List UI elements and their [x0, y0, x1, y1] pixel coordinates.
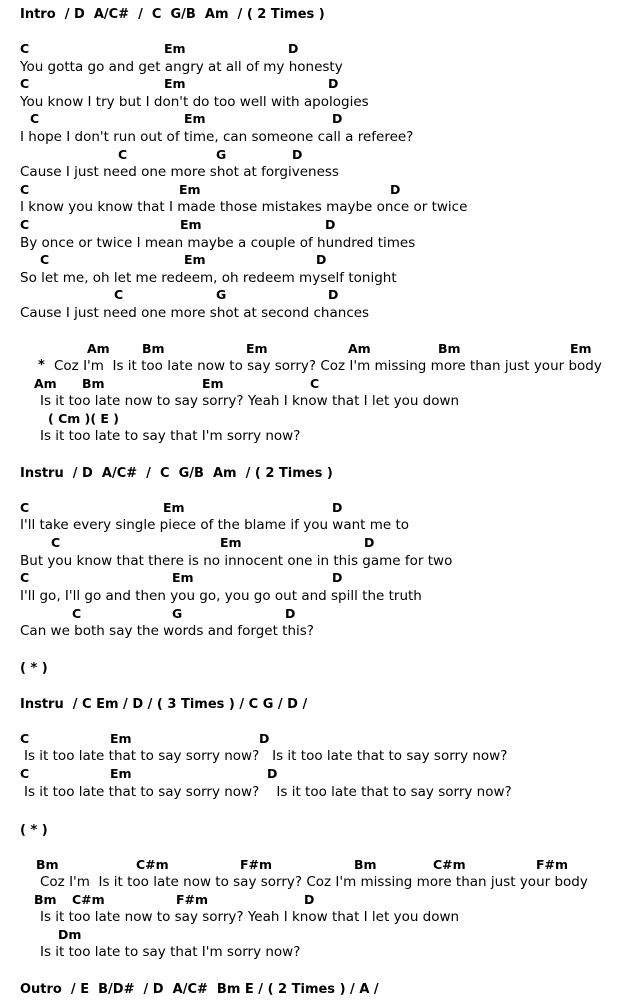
chord-line	[0, 534, 620, 552]
chord-c: C	[20, 731, 30, 746]
chord-g: G	[216, 147, 227, 162]
chord-d: D	[332, 111, 343, 126]
chord-d: D	[328, 287, 339, 302]
lyric-text: Is it too late now to say sorry? Yeah I know that I let you down	[40, 909, 460, 925]
chord-f-sharpm: F#m	[176, 892, 209, 907]
chord-c: C	[114, 287, 124, 302]
chord-bm: Bm	[142, 341, 165, 356]
chord-em: Em	[172, 570, 194, 585]
chord-d: D	[304, 892, 315, 907]
section-heading-text: Instru / C Em / D / ( 3 Times ) / C G / D /	[20, 697, 308, 712]
lyric-text: I'll go, I'll go and then you go, you go out and spill the truth	[20, 588, 422, 604]
chord-c: C	[40, 252, 50, 267]
chord-d: D	[292, 147, 303, 162]
chord-em: Em	[110, 731, 132, 746]
chord-d: D	[285, 606, 296, 621]
section-heading	[20, 694, 307, 712]
lyric-text: You gotta go and get angry at all of my honesty	[20, 59, 343, 75]
chord-line	[0, 40, 620, 58]
section-heading-text: Instru / D A/C# / C G/B Am / ( 2 Times )	[20, 466, 333, 481]
chord-line	[0, 286, 620, 304]
chord-bm: Bm	[34, 892, 57, 907]
chord-d: D	[325, 217, 336, 232]
chord-d: D	[316, 252, 327, 267]
chorus-marker: *	[38, 358, 45, 373]
chord-c-sharpm: C#m	[433, 857, 466, 872]
lyric-line	[0, 234, 620, 252]
chord-c: C	[20, 500, 30, 515]
chord-line	[0, 499, 620, 517]
chord-bm: Bm	[438, 341, 461, 356]
chord-c: C	[72, 606, 82, 621]
lyric-line	[0, 747, 620, 765]
lyric-text: Cause I just need one more shot at forgiveness	[20, 164, 339, 180]
chord-em: Em	[570, 341, 592, 356]
chord-cm-e: ( Cm )( E )	[48, 411, 119, 426]
section-heading-text: ( * )	[20, 661, 48, 676]
chord-c: C	[20, 217, 30, 232]
chord-em: Em	[184, 111, 206, 126]
chord-em: Em	[184, 252, 206, 267]
lyric-line	[0, 163, 620, 181]
chord-line	[0, 856, 620, 874]
chord-c: C	[118, 147, 128, 162]
section-heading	[20, 658, 48, 676]
chord-c: C	[20, 76, 30, 91]
lyric-text: You know I try but I don't do too well with apologies	[20, 94, 369, 110]
chord-d: D	[332, 570, 343, 585]
chord-line	[0, 146, 620, 164]
lyric-text: I'll take every single piece of the blame if you want me to	[20, 517, 410, 533]
chord-d: D	[364, 535, 375, 550]
lyric-line	[0, 198, 620, 216]
lyric-text: Is it too late now to say sorry? Yeah I know that I let you down	[40, 393, 460, 409]
chord-em: Em	[180, 217, 202, 232]
chord-line	[0, 926, 620, 944]
chord-c: C	[20, 570, 30, 585]
lyric-line	[0, 516, 620, 534]
chord-em: Em	[163, 500, 185, 515]
chord-line	[0, 251, 620, 269]
lyric-line	[0, 427, 620, 445]
lyric-text: Is it too late that to say sorry now? Is it too late that to say sorry now?	[24, 748, 508, 764]
chord-d: D	[259, 731, 270, 746]
lyric-text: Can we both say the words and forget this?	[20, 623, 314, 639]
chord-line	[0, 730, 620, 748]
lyric-line	[0, 622, 620, 640]
chord-c: C	[20, 182, 30, 197]
lyric-text: But you know that there is no innocent one in this game for two	[20, 553, 453, 569]
chord-g: G	[216, 287, 227, 302]
chord-c: C	[20, 766, 30, 781]
chord-c: C	[310, 376, 320, 391]
chord-bm: Bm	[36, 857, 59, 872]
chord-line	[0, 181, 620, 199]
chord-c: C	[30, 111, 40, 126]
chord-am: Am	[34, 376, 57, 391]
lyric-line	[0, 304, 620, 322]
chord-line	[0, 75, 620, 93]
lyric-text: Is it too late to say that I'm sorry now?	[40, 944, 301, 960]
chord-c-sharpm: C#m	[72, 892, 105, 907]
chord-line	[0, 216, 620, 234]
lyric-line	[0, 552, 620, 570]
section-heading	[20, 463, 333, 481]
chord-dm: Dm	[58, 927, 82, 942]
section-heading-text: ( * )	[20, 823, 48, 838]
chord-line	[0, 340, 620, 358]
chord-d: D	[332, 500, 343, 515]
lyric-text: Coz I'm Is it too late now to say sorry? Coz I'm missing more than just your body	[40, 874, 588, 890]
lyric-text: I hope I don't run out of time, can someone call a referee?	[20, 129, 414, 145]
lyric-line	[0, 392, 620, 410]
section-heading	[20, 4, 325, 22]
lyric-line	[0, 783, 620, 801]
lyric-line	[0, 58, 620, 76]
chord-line	[0, 375, 620, 393]
chord-line	[0, 765, 620, 783]
chord-em: Em	[202, 376, 224, 391]
chord-em: Em	[220, 535, 242, 550]
chord-em: Em	[110, 766, 132, 781]
lyric-line	[0, 908, 620, 926]
chord-g: G	[172, 606, 183, 621]
lyric-line	[0, 93, 620, 111]
chord-em: Em	[246, 341, 268, 356]
chord-f-sharpm: F#m	[240, 857, 273, 872]
lyric-text: I know you know that I made those mistakes maybe once or twice	[20, 199, 468, 215]
lyric-line	[0, 269, 620, 287]
lyric-line	[0, 943, 620, 961]
lyric-text: So let me, oh let me redeem, oh redeem myself tonight	[20, 270, 397, 286]
chord-f-sharpm: F#m	[536, 857, 569, 872]
lyric-line	[0, 873, 620, 891]
chord-line	[0, 110, 620, 128]
chord-line	[0, 605, 620, 623]
section-heading-text: Intro / D A/C# / C G/B Am / ( 2 Times )	[20, 7, 325, 22]
lyric-line	[0, 128, 620, 146]
lyric-text: Cause I just need one more shot at second chances	[20, 305, 370, 321]
chord-em: Em	[164, 76, 186, 91]
chord-bm: Bm	[82, 376, 105, 391]
lyric-text: Is it too late to say that I'm sorry now?	[40, 428, 301, 444]
chord-c: C	[20, 41, 30, 56]
lyric-line	[0, 357, 620, 375]
chord-line	[0, 569, 620, 587]
lyric-text: Coz I'm Is it too late now to say sorry? Coz I'm missing more than just your body	[54, 358, 602, 374]
chord-em: Em	[164, 41, 186, 56]
chord-line	[0, 410, 620, 428]
lyric-text: Is it too late that to say sorry now? Is it too late that to say sorry now?	[24, 784, 512, 800]
section-heading-text: Outro / E B/D# / D A/C# Bm E / ( 2 Times ) / A /	[20, 982, 379, 997]
chord-am: Am	[348, 341, 371, 356]
chord-line	[0, 891, 620, 909]
chord-d: D	[328, 76, 339, 91]
chord-am: Am	[87, 341, 110, 356]
chord-bm: Bm	[354, 857, 377, 872]
chord-c: C	[51, 535, 61, 550]
section-heading	[20, 979, 379, 997]
chord-em: Em	[179, 182, 201, 197]
lyric-line	[0, 587, 620, 605]
section-heading	[20, 820, 48, 838]
chord-d: D	[267, 766, 278, 781]
lyric-text: By once or twice I mean maybe a couple of hundred times	[20, 235, 416, 251]
chord-d: D	[288, 41, 299, 56]
chord-d: D	[390, 182, 401, 197]
chord-c-sharpm: C#m	[136, 857, 169, 872]
